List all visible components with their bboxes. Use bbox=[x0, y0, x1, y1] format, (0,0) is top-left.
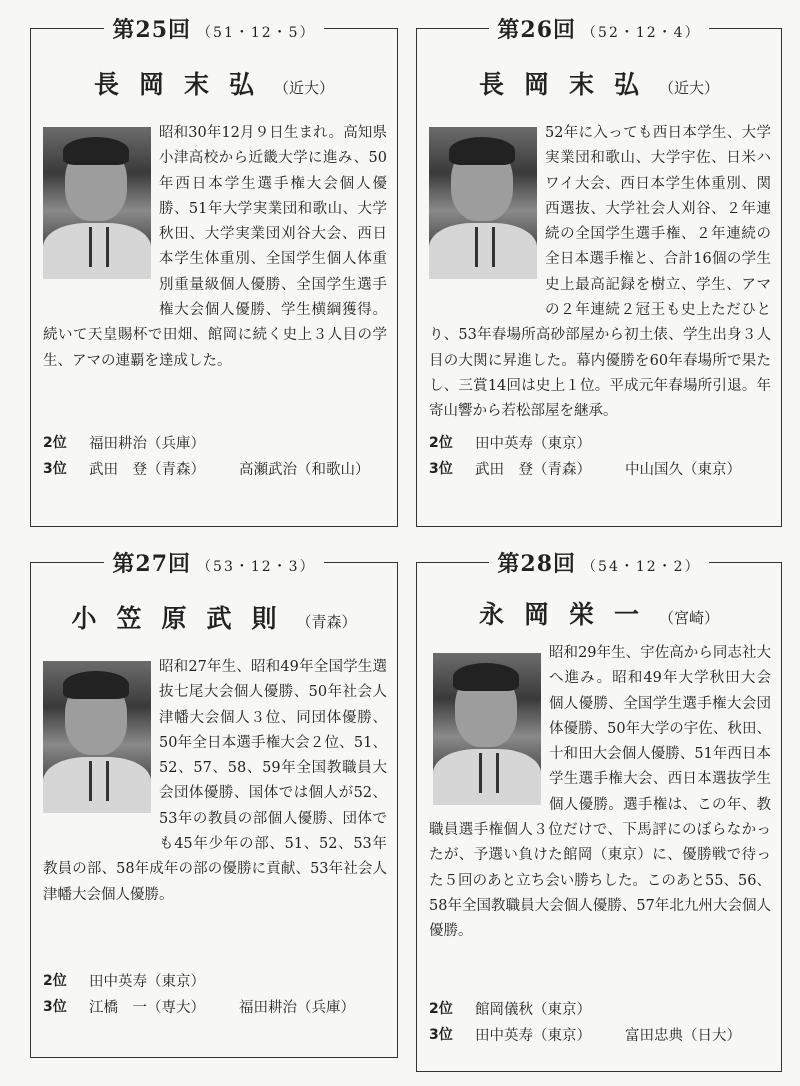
panel-round-28 bbox=[416, 551, 782, 1072]
rank-row-2: 2位 館岡儀秋（東京） bbox=[429, 1001, 591, 1018]
biography-text: 昭和30年12月９日生まれ。高知県小津高校から近畿大学に進み、50年西日本学生選手権大会個人優勝、51年大学実業団和歌山、大学秋田、大学実業団刈谷大会、西日本学生体重別、全国学生個人体重別重量級個人優勝、全国学生選手権大会個人優勝、学生横綱獲得。続いて天皇賜杯で田畑、館岡に続く史上３人目の学生、アマの連覇を達成した。 bbox=[43, 125, 387, 369]
rank-row-2: 2位 田中英寿（東京） bbox=[43, 973, 205, 990]
rank-row-2: 2位 福田耕治（兵庫） bbox=[43, 435, 205, 452]
winner-name: 長岡末弘 bbox=[93, 70, 274, 99]
panel-round-27 bbox=[30, 551, 398, 1058]
winner-name-row bbox=[417, 65, 781, 101]
panel-header bbox=[31, 13, 397, 44]
panel-round-26 bbox=[416, 17, 782, 527]
round-date: （51・12・5） bbox=[197, 25, 316, 41]
round-date: （53・12・3） bbox=[197, 559, 316, 575]
winner-name-row bbox=[31, 65, 397, 101]
winner-name-row bbox=[417, 595, 781, 631]
round-date: （52・12・4） bbox=[582, 25, 701, 41]
winner-school: （近大） bbox=[659, 79, 720, 97]
winner-name: 長岡末弘 bbox=[478, 70, 659, 99]
winner-school: （近大） bbox=[274, 79, 335, 97]
runner-up-list bbox=[429, 429, 741, 481]
round-title: 第28回 bbox=[497, 551, 577, 577]
biography-text: 昭和27年生、昭和49年全国学生選抜七尾大会個人優勝、50年社会人津幡大会個人３位、同団体優勝、50年全日本選手権大会２位、51、52、57、58、59年全国教職員大会団体優勝、国体では個人が52、53年の教員の部個人優勝、団体でも45年少年の部、51、52、53年教員の部、58年成年の部の優勝に貢献、53年社会人津幡大会個人優勝。 bbox=[43, 659, 387, 903]
rank-row-3: 3位 武田 登（青森） 高瀬武治（和歌山） bbox=[43, 461, 370, 478]
panel-header bbox=[31, 547, 397, 578]
round-title: 第26回 bbox=[497, 17, 577, 43]
rank-row-2: 2位 田中英寿（東京） bbox=[429, 435, 591, 452]
winner-school: （青森） bbox=[296, 613, 357, 631]
round-title: 第25回 bbox=[112, 17, 192, 43]
round-date: （54・12・2） bbox=[582, 559, 701, 575]
rank-row-3: 3位 武田 登（青森） 中山国久（東京） bbox=[429, 461, 741, 478]
panel-header bbox=[417, 547, 781, 578]
rank-row-3: 3位 田中英寿（東京） 富田忠典（日大） bbox=[429, 1027, 741, 1044]
runner-up-list bbox=[43, 429, 370, 481]
round-title: 第27回 bbox=[112, 551, 192, 577]
winner-name: 小笠原武則 bbox=[71, 604, 297, 633]
panel-header bbox=[417, 13, 781, 44]
runner-up-list bbox=[429, 995, 741, 1047]
biography-text: 52年に入っても西日本学生、大学実業団和歌山、大学宇佐、日米ハワイ大会、西日本学生体重別、関西選抜、大学社会人刈谷、２年連続の全国学生選手権、２年連続の全日本選手権と、合計16個の学生史上最高記録を樹立、学生、アマの２年連続２冠王も史上ただひとり、53年春場所高砂部屋から初土俵、学生出身３人目の大関に昇進した。幕内優勝を60年春場所で果たし、三賞14回は史上１位。平成元年春場所引退。年寄山響から若松部屋を継承。 bbox=[429, 125, 771, 420]
winner-name: 永岡栄一 bbox=[478, 600, 659, 629]
panel-round-25 bbox=[30, 17, 398, 527]
biography-text: 昭和29年生、宇佐高から同志社大へ進み。昭和49年大学秋田大会個人優勝、全国学生選手権大会団体優勝、50年大学の宇佐、秋田、十和田大会個人優勝、51年西日本学生選手権大会、西日本選抜学生個人優勝。選手権は、この年、教職員選手権個人３位だけで、下馬評にのぼらなかったが、予選い負けた館岡（東京）に、優勝戦で待った５回のあと立ち会い勝ちした。このあと55、56、58年全国教職員大会個人優勝、57年北九州大会個人優勝。 bbox=[429, 645, 771, 940]
winner-school: （宮崎） bbox=[659, 609, 720, 627]
runner-up-list bbox=[43, 967, 355, 1019]
rank-row-3: 3位 江橋 一（専大） 福田耕治（兵庫） bbox=[43, 999, 355, 1016]
winner-name-row bbox=[31, 599, 397, 635]
